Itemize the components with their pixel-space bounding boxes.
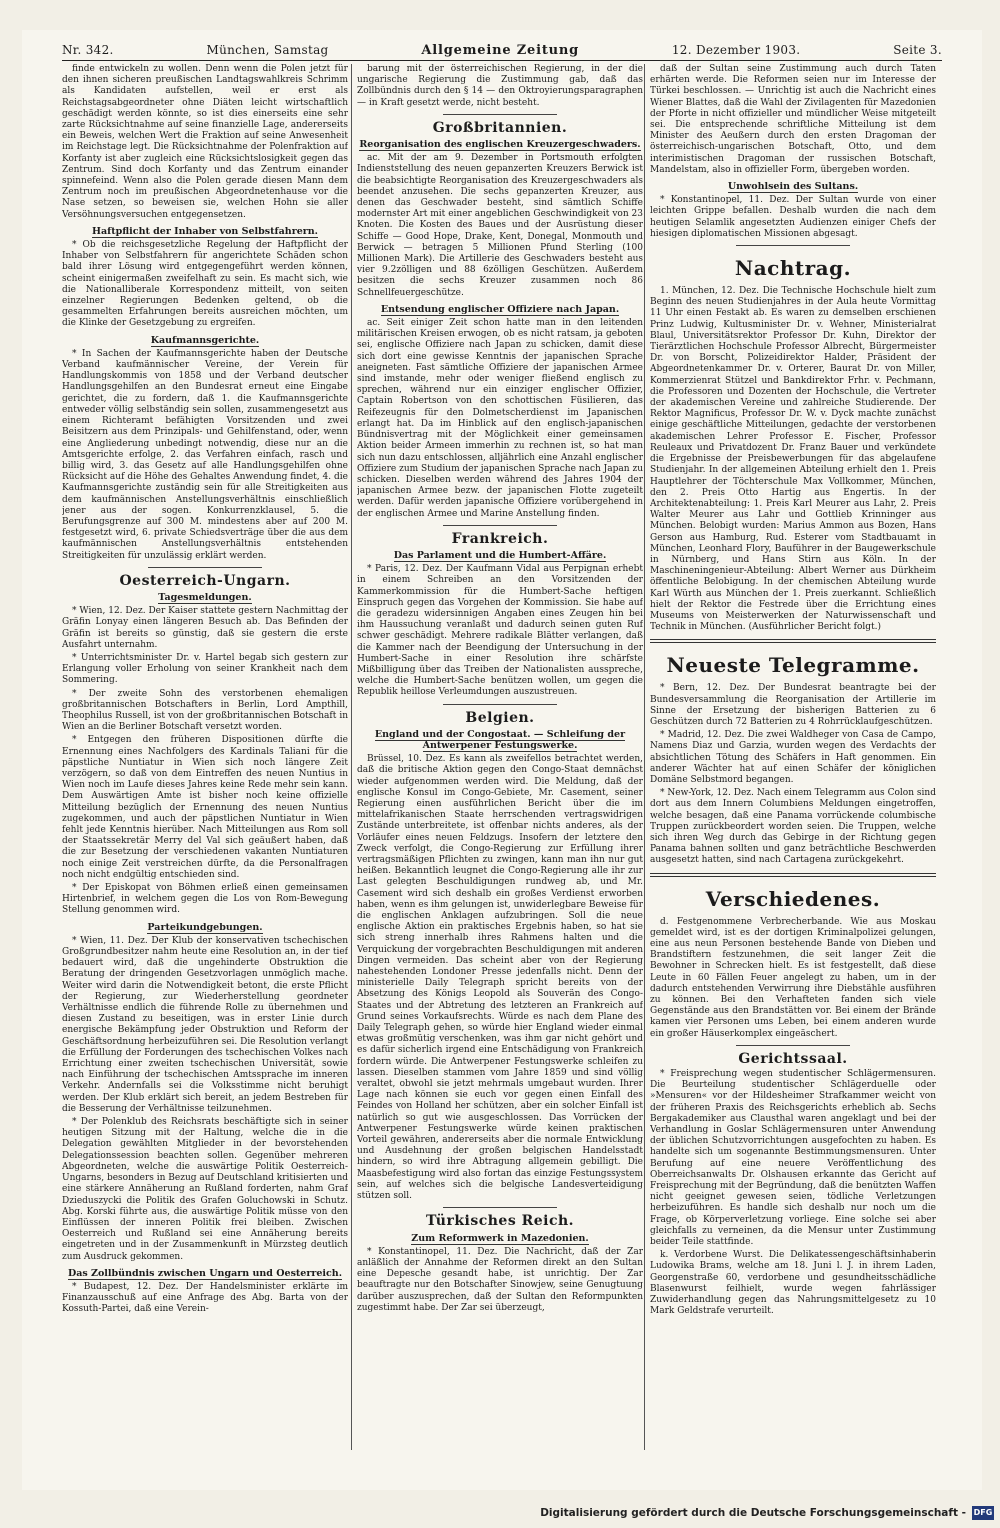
section-heading: Türkisches Reich. — [425, 1213, 575, 1230]
article-text: barung mit der österreichischen Regierung, in der die ungarische Regierung die Zustimmung gab, daß das Zollbündnis durch den § 14 — den Oktroyierungsparagraphen — in Kraft gesetzt werde, nicht besteht. — [357, 64, 643, 108]
article-text: * Wien, 12. Dez. Der Kaiser stattete gestern Nachmittag der Gräfin Lonyay einen längeren Besuch ab. Das Befinden der Gräfin ist bereits so günstig, daß sie gestern die erste Ausfahrt unternahm. — [62, 606, 348, 650]
article-text: * Bern, 12. Dez. Der Bundesrat beantragte bei der Bundesversammlung die Reorganisation der Artillerie im Sinne der Ersetzung der bisherigen Batterien zu 6 Geschützen durch 72 Batterien zu 4 Rohrrücklaufgeschützen. — [650, 683, 936, 727]
article-text: k. Verdorbene Wurst. Die Delikatessengeschäftsinhaberin Ludowika Brams, welche am 18. Juni l. J. in ihrem Laden, Georgenstraße 60, verdorbene und gesundheitsschädliche Blasenwurst feilhielt, wurde wegen fahrlässiger Zuwiderhandlung gegen das Nahrungsmittelgesetz zu 10 Mark Geldstrafe verurteilt. — [650, 1250, 936, 1317]
column-2 — [357, 64, 643, 1450]
article-text: * In Sachen der Kaufmannsgerichte haben der Deutsche Verband kaufmännischer Vereine, der Verein für Handlungskommis von 1858 und der Verband deutscher Handlungsgehilfen an den Bundesrat erneut eine Eingabe gerichtet, die zu fordern, daß 1. die Kaufmannsgerichte entweder völlig selbständig sein sollen, zusammengesetzt aus einem Richteramt befähigten Vorsitzenden und zwei Beisitzern aus dem Prinzipals- und Gehilfenstand, oder, wenn eine Angliederung unbedingt notwendig, diese nur an die Amtsgerichte erfolge, 2. das Verfahren einfach, rasch und billig wird, 3. das Gesetz auf alle Handlungsgehilfen ohne Rücksicht auf die Höhe des Gehaltes Anwendung findet, 4. die Kaufmannsgerichte zuständig sein für alle Streitigkeiten aus dem kaufmännischen Anstellungsverhältnis einschließlich jener aus der sogen. Konkurrenzklausel, 5. die Berufungsgrenze auf 300 M. mindestens aber auf 200 M. festgesetzt wird, 6. private Schiedsverträge über die aus dem kaufmännischen Anstellungsverhältnis entstehenden Streitigkeiten für unzulässig erklärt werden. — [62, 348, 348, 561]
newspaper-title: Allgemeine Zeitung — [421, 42, 580, 58]
column-3 — [650, 64, 936, 1450]
article-heading: Unwohlsein des Sultans. — [727, 181, 859, 193]
article-text: * Entgegen den früheren Dispositionen dürfte die Ernennung eines Nachfolgers des Kardinals Taliani für die päpstliche Nuntiatur in Wien sich noch längere Zeit verzögern, so daß von dem Eintreffen des neuen Nuntius in Wien noch im Laufe dieses Jahres keine Rede mehr sein kann. Dem Auswärtigen Amte ist bisher noch keine offizielle Mitteilung bezüglich der Ernennung des neuen Nuntius zugekommen, und auch der päpstlichen Nuntiatur in Wien fehlt jede Kenntnis hierüber. Nach Mitteilungen aus Rom soll der Staatssekretär Merry del Val sich geäußert haben, daß die zur Besetzung der verschiedenen vakanten Nuntiaturen noch einige Zeit verstreichen dürfte, da die Personalfragen noch nicht endgültig entschieden sind. — [62, 735, 348, 880]
article-heading: Das Parlament und die Humbert-Affäre. — [393, 549, 607, 561]
article-text: * Ob die reichsgesetzliche Regelung der Haftpflicht der Inhaber von Selbstfahrern für angerichtete Schäden schon bald ihrer Lösung wird entgegengeführt werden können, scheint einigermaßen zweifelhaft zu sein. Es macht sich, wie die Nationalliberale Korrespondenz mitteilt, von seiten einzelner Regierungen Bedenken geltend, ob die gesammelten Erfahrungen bereits ausreichen möchten, um die Klinke der Gesetzgebung zu ergreifen. — [62, 240, 348, 329]
section-heading: Oesterreich-Ungarn. — [119, 572, 291, 589]
column-rule — [351, 64, 352, 1450]
divider — [650, 873, 936, 877]
issue-number: Nr. 342. — [62, 43, 114, 57]
article-text: * Der zweite Sohn des verstorbenen ehemaligen großbritannischen Botschafters in Berlin, Lord Ampthill, Theophilus Russell, ist von der großbritannischen Botschaft in Wien an die Berliner Botschaft versetzt worden. — [62, 688, 348, 733]
article-heading: England und der Congostaat. — Schleifung der Antwerpener Festungswerke. — [374, 728, 626, 751]
article-text: * Konstantinopel, 11. Dez. Der Sultan wurde von einer leichten Grippe befallen. Deshalb wurden die nach dem heutigen Selamlik angesetzten Audienzen einiger Chefs der hiesigen diplomatischen Missionen abgesagt. — [650, 195, 936, 239]
article-heading: Parteikundgebungen. — [147, 921, 263, 933]
divider — [650, 639, 936, 643]
article-text: d. Festgenommene Verbrecherbande. Wie aus Moskau gemeldet wird, ist es der dortigen Kriminalpolizei gelungen, eine aus neun Personen bestehende Bande von Dieben und Brandstiftern festzunehmen, die seit langer Zeit die Bewohner in Schrecken hielt. Es ist festgestellt, daß diese Leute in 60 Fällen Feuer angelegt zu haben, um in der dadurch entstehenden Verwirrung ihre Diebstähle ausführen zu können. Bei den Verhafteten fanden sich viele Gegenstände aus den Brandstätten vor. Bei einem der Brände kamen vier Personen ums Leben, bei einem anderen wurde ein großer Häuserkomplex eingeäschert. — [650, 916, 936, 1039]
column-rule — [644, 64, 645, 1450]
article-text: daß der Sultan seine Zustimmung auch durch Taten erhärten werde. Die Reformen seien nur im Interesse der Türkei beschlossen. — Unrichtig ist auch die Nachricht eines Wiener Blattes, daß die Wahl der Zivilagenten für Mazedonien der Pforte in nicht offizieller und mündlicher Weise mitgeteilt sei. Die entsprechende schriftliche Mitteilung ist dem Minister des Aeußern durch den ersten Dragoman der österreichisch-ungarischen Botschaft, Otto, und dem interimistischen Dragoman der russischen Botschaft, Mandelstam, also in offizieller Form, übergeben worden. — [650, 64, 936, 175]
article-text: * Paris, 12. Dez. Der Kaufmann Vidal aus Perpignan erhebt in einem Schreiben an den Vorsitzenden der Kammerkommission für die Humbert-Sache heftigen Einspruch gegen das Vorgehen der Kommission. Sie habe auf die geradezu widersinnigen Angaben eines Zeugen hin bei ihm Haussuchung veranlaßt und dadurch seinen guten Ruf schwer geschädigt. Mehrere radikale Blätter verlangen, daß die Kammer nach der Beendigung der Untersuchung in der Humbert-Sache in einer Resolution ihre schärfste Mißbilligung über das Treiben der Nationalisten ausspreche, welche die Humbert-Sache benützen wollen, um gegen die Republik heillose Verleumdungen auszustreuen. — [357, 564, 643, 698]
divider — [443, 704, 557, 705]
article-heading: Entsendung englischer Offiziere nach Japan. — [380, 303, 620, 315]
article-text: * New-York, 12. Dez. Nach einem Telegramm aus Colon sind dort aus dem Innern Columbiens Meldungen eingetroffen, welche besagen, daß eine Panama vorrückende columbische Truppen zurückbeordert worden seien. Die Truppen, welche sich ihren Weg durch das Gebirge in der Richtung gegen Panama bahnen sollten und ganz beträchtliche Beschwerden ausgesetzt hatten, sind nach Cartagena zurückgekehrt. — [650, 788, 936, 866]
divider — [736, 1045, 850, 1046]
section-heading: Gerichtssaal. — [738, 1050, 848, 1067]
divider — [736, 245, 850, 246]
article-text: * Budapest, 12. Dez. Der Handelsminister erklärte im Finanzausschuß auf eine Anfrage des Abg. Barta von der Kossuth-Partei, daß eine Verein- — [62, 1281, 348, 1315]
divider — [443, 525, 557, 526]
column-1 — [62, 64, 348, 1450]
digitization-credit — [540, 1504, 994, 1522]
section-heading: Verschiedenes. — [705, 886, 881, 911]
section-heading: Frankreich. — [451, 530, 549, 547]
article-text: * Konstantinopel, 11. Dez. Die Nachricht, daß der Zar anläßlich der Annahme der Reformen direkt an den Sultan eine Depesche gesandt habe, ist unrichtig. Der Zar beauftragte nur den Botschafter Sinowjew, seine Genugtuung darüber auszusprechen, daß der Sultan den Reformpunkten zugestimmt habe. Der Zar sei überzeugt, — [357, 1246, 643, 1313]
section-heading: Belgien. — [465, 709, 535, 726]
article-text: * Der Polenklub des Reichsrats beschäftigte sich in seiner heutigen Sitzung mit der Haltung, welche die in die Delegation gewählten Mitglieder in der bevorstehenden Delegationssession beachten sollen. Gegenüber mehreren Abgeordneten, welche die auswärtige Politik Oesterreich-Ungarns, besonders in Bezug auf Deutschland kritisierten und eine stärkere Annäherung an Rußland forderten, nahm Graf Dzieduszycki die Politik des Grafen Goluchowski in Schutz. Abg. Korski führte aus, die auswärtige Politik müsse von den Einflüssen der inneren Politik frei bleiben. Zwischen Oesterreich und Rußland sei eine Annäherung bereits eingetreten und in der Zusammenkunft in Mürzsteg deutlich zum Ausdruck gekommen. — [62, 1117, 348, 1262]
article-text: * Wien, 11. Dez. Der Klub der konservativen tschechischen Großgrundbesitzer nahm heute eine Resolution an, in der tief bedauert wird, daß die ungehinderte Obstruktion die Beratung der dringenden Gesetzvorlagen unmöglich mache. Weiter wird darin die Notwendigkeit betont, die erste Pflicht der Regierung, zur Wiederherstellung geordneter Verhältnisse endlich die führende Rolle zu übernehmen und diesen Zustand zu beseitigen, was in erster Linie durch energische Bekämpfung jeder Obstruktion und Reform der Geschäftsordnung herbeizuführen sei. Die Resolution verlangt die Erfüllung der Forderungen des tschechischen Volkes nach Errichtung einer zweiten tschechischen Universität, sowie nach Einführung der tschechischen Amtssprache im inneren Verkehr. Andernfalls sei die Volksstimme nicht beruhigt werden. Der Klub erklärt sich bereit, an jedem Bestreben für die Besserung der Verhältnisse teilzunehmen. — [62, 935, 348, 1114]
section-heading: Großbritannien. — [432, 119, 568, 136]
article-text: * Madrid, 12. Dez. Die zwei Waldheger von Casa de Campo, Namens Diaz und Garzia, wurden wegen des Verdachts der absichtlichen Tötung des Schäfers in Haft genommen. Ein anderer Wächter hat auf einen Schäfer der königlichen Domäne Selbstmord begangen. — [650, 730, 936, 785]
newspaper-page — [22, 30, 982, 1490]
article-heading: Tagesmeldungen. — [158, 591, 252, 603]
divider — [443, 1207, 557, 1208]
page-header — [62, 40, 942, 61]
section-heading: Nachtrag. — [734, 256, 852, 281]
article-heading: Das Zollbündnis zwischen Ungarn und Oesterreich. — [67, 1267, 343, 1279]
page-number: Seite 3. — [893, 43, 942, 57]
article-text: Brüssel, 10. Dez. Es kann als zweifellos betrachtet werden, daß die britische Aktion gegen den Congo-Staat demnächst wieder aufgenommen werden wird. Die Meldung, daß der englische Konsul im Congo-Gebiete, Mr. Casement, seiner Regierung einen ausführlichen Bericht über die im mittelafrikanischen Staate herrschenden vertragswidrigen Zustände unterbreitete, ist offenbar nichts anderes, als der Vorläufer eines neuen Feldzugs. Insofern der letztere den Zweck verfolgt, die Congo-Regierung zur Erfüllung ihrer vertragsmäßigen Pflichten zu zwingen, kann man ihn nur gut heißen. Bekanntlich leugnet die Congo-Regierung alle ihr zur Last gelegten Beschuldigungen rundweg ab, und Mr. Casement wird sich deshalb ein großes Verdienst erworben haben, wenn es ihm gelungen ist, unwiderlegbare Beweise für die englischen Anklagen aufzubringen. Soll die neue englische Aktion ein praktisches Ergebnis haben, so hat sie sich streng innerhalb ihres Rahmens halten und die Verquickung der vorgebrachten Beschuldigungen mit anderen Dingen vermeiden. Das scheint aber von der Regierung nahestehenden Londoner Presse jedenfalls nicht. Denn der ministerielle Daily Telegraph spricht bereits von der Absetzung des Königs Leopold als Souverän des Congo-Staates und der Abtretung des letzteren an Frankreich auf Grund seines Vorkaufsrechts. Würde es nach dem Plane des Daily Telegraph gehen, so würde hier England wieder einmal etwas großmütig verschenken, was ihm gar nicht gehört und es dafür sicherlich irgend eine Entschädigung von Frankreich fordern würde. Die Antwerpener Festungswerke schleifen zu lassen. Dieselben stammen vom Jahre 1859 und sind völlig veraltet, obwohl sie jetzt mehrmals umgebaut wurden. Ihrer Lage nach können sie euch vor gegen einen Einfall des Feindes von Holland her schützen, aber ein solcher Einfall ist natürlich so gut wie ausgeschlossen. Das Vorrücken der Antwerpener Festungswerke würde keinen praktischen Vorteil gewähren, andererseits aber die normale Entwicklung und Ausdehnung der großen belgischen Handelsstadt hindern, so wird ihre Abtragung allgemein gebilligt. Die Maasbefestigung wird also fortan das einzige Festungssystem sein, auf welches sich die belgische Landesverteidigung stützen soll. — [357, 754, 643, 1202]
article-text: ac. Mit der am 9. Dezember in Portsmouth erfolgten Indienststellung des neuen gepanzerten Kreuzers Berwick ist die beabsichtigte Reorganisation des Kreuzergeschwaders als beendet anzusehen. Die sechs gepanzerten Kreuzer, aus denen das Geschwader besteht, sind sämtlich Schiffe modernster Art mit einer angeblichen Geschwindigkeit von 23 Knoten. Die Kosten des Baues und der Ausrüstung dieser Schiffe — Good Hope, Drake, Kent, Donegal, Monmouth und Berwick — betragen 5 Millionen Pfund Sterling (100 Millionen Mark). Die Artillerie des Geschwaders besteht aus vier 9.2zölligen und 88 6zölligen Geschützen. Außerdem besitzen die sechs Kreuzer zusammen noch 86 Schnellfeuergeschütze. — [357, 153, 643, 298]
dfg-logo: DFG — [972, 1506, 994, 1520]
article-text: finde entwickeln zu wollen. Denn wenn die Polen jetzt für den ihnen sicheren preußischen Landtagswahlkreis Schrimm als Kandidaten aufstellen, weil er erst als Reichstagsabgeordneter ohne Diäten leicht wirtschaftlich geschädigt werden könnte, so ist dies einerseits eine sehr zarte Rücksichtnahme auf seine finanzielle Lage, andererseits ein Beweis, welchen Wert die Fraktion auf seine Anwesenheit im Reichstage legt. Die Rücksichtnahme der Polenfraktion auf Korfanty ist aber zugleich eine Rücksichtslosigkeit gegen das Zentrum. Sind doch Korfanty und das Zentrum einander spinnefeind. Wenn also die Polen gerade diesen Mann dem Zentrum noch im preußischen Abgeordnetenhause vor die Nase setzen, so beweisen sie, welchen Hohn sie aller Versöhnungsversuchen entgegensetzen. — [62, 64, 348, 220]
credit-text: Digitalisierung gefördert durch die Deutsche Forschungsgemeinschaft - — [540, 1507, 966, 1519]
issue-date: 12. Dezember 1903. — [671, 43, 801, 57]
divider — [443, 114, 557, 115]
article-text: * Freisprechung wegen studentischer Schlägermensuren. Die Beurteilung studentischer Schlägerduelle oder »Mensuren« vor der Hildesheimer Strafkammer weicht von der früheren Praxis des Reichsgerichts erheblich ab. Sechs Bergakademiker aus Clausthal waren angeklagt und bei der Verhandlung in Goslar Schlägermensuren unter Anwendung der üblichen Schutzvorrichtungen ausgefochten zu haben. Es handelte sich um sogenannte Bestimmungsmensuren. Unter Berufung auf eine neuere Veröffentlichung des Oberreichsanwalts Dr. Olshausen erkannte das Gericht auf Freisprechung mit der Begründung, daß die benützten Waffen nicht geeignet gewesen seien, tödliche Verletzungen herbeizuführen. Es handle sich deshalb nur noch um die Frage, ob Körperverletzung vorliege. Eine solche sei aber gleichfalls zu verneinen, da die Mensur unter Zustimmung beider Teile stattfinde. — [650, 1069, 936, 1248]
article-heading: Zum Reformwerk in Mazedonien. — [411, 1232, 589, 1244]
section-heading: Neueste Telegramme. — [666, 653, 920, 678]
article-heading: Reorganisation des englischen Kreuzergeschwaders. — [359, 139, 641, 151]
article-heading: Haftpflicht der Inhaber von Selbstfahrern. — [92, 225, 318, 237]
article-text: * Der Episkopat von Böhmen erließ einen gemeinsamen Hirtenbrief, in welchem gegen die Los von Rom-Bewegung Stellung genommen wird. — [62, 883, 348, 916]
article-text: ac. Seit einiger Zeit schon hatte man in den leitenden militärischen Kreisen erwogen, ob es nicht ratsam, ja geboten sei, englische Offiziere nach Japan zu schicken, damit diese sich dort eine gewisse Kenntnis der japanischen Sprache aneigneten. Fast sämtliche Offiziere der japanischen Armee sind imstande, mehr oder weniger fließend englisch zu sprechen, während nur ein einziger englischer Offizier, Captain Robertson von den schottischen Füsilieren, das Reifezeugnis für den Dolmetscherdienst im Japanischen erlangt hat. Da im Hinblick auf den englisch-japanischen Bündnisvertrag mit der Möglichkeit einer gemeinsamen Aktion beider Armeen immerhin zu rechnen ist, so hat man sich nun dazu entschlossen, alljährlich eine Anzahl englischer Offiziere zum Studium der japanischen Sprache nach Japan zu schicken. Dieselben werden während des Jahres 1904 der japanischen Armee bezw. der japanischen Flotte zugeteilt werden. Dafür werden japanische Offiziere vorübergehend in der englischen Armee und Marine Anstellung finden. — [357, 318, 643, 519]
place-day: München, Samstag — [206, 43, 329, 57]
article-text: 1. München, 12. Dez. Die Technische Hochschule hielt zum Beginn des neuen Studienjahres in der Aula heute Vormittag 11 Uhr einen Festakt ab. Es waren zu demselben erschienen Prinz Ludwig, Kultusminister Dr. v. Wehner, Ministerialrat Blaul, Universitätsrektor Professor Dr. Kuhn, Direktor der Tierärztlichen Hochschule Professor Albrecht, Bürgermeister Dr. von Borscht, Polizeidirektor Halder, Präsident der Abgeordnetenkammer Dr. v. Orterer, Baurat Dr. von Miller, Kommerzienrat Stützel und Bankdirektor Frhr. v. Pechmann, die Professoren und Dozenten der Hochschule, die Vertreter der akademischen Vereine und zahlreiche Studierende. Der Rektor Magnificus, Professor Dr. W. v. Dyck machte zunächst einige geschäftliche Mitteilungen, gedachte der verstorbenen akademischen Lehrer Professor E. Fischer, Professor Reuleaux und Privatdozent Dr. Franz Bauer und verkündete die Ergebnisse der Preisbewerbungen für das abgelaufene Studienjahr. In der allgemeinen Abteilung erhielt den 1. Preis Hauptlehrer der Töchterschule Max Vollkommer, München, den 2. Preis Otto Hartig aus Engertis. In der Architektenabteilung: 1. Preis Karl Meurer aus Lahr, 2. Preis Walter Meurer aus Lahr und Gottlieb Krinninger aus München. Belobigt wurden: Marius Ammon aus Bozen, Hans Gerson aus Hamburg, Rud. Esterer vom Stadtbauamt in München, Leonhard Flory, Bauführer in der Baugewerkschule in Nürnberg, und Hans Stirn aus Köln. In der Maschineningenieur-Abteilung: Albert Werner aus Dürkheim öffentliche Belobigung. In der chemischen Abteilung wurde Karl Würth aus München der 1. Preis zuerkannt. Schließlich hielt der Rektor die Festrede über die Errichtung eines Museums von Meisterwerken der Naturwissenschaft und Technik in München. (Ausführlicher Bericht folgt.) — [650, 286, 936, 633]
article-text: * Unterrichtsminister Dr. v. Hartel begab sich gestern zur Erlangung voller Erholung von seiner Krankheit nach dem Sommering. — [62, 652, 348, 686]
divider — [148, 567, 262, 568]
article-heading: Kaufmannsgerichte. — [150, 334, 260, 346]
